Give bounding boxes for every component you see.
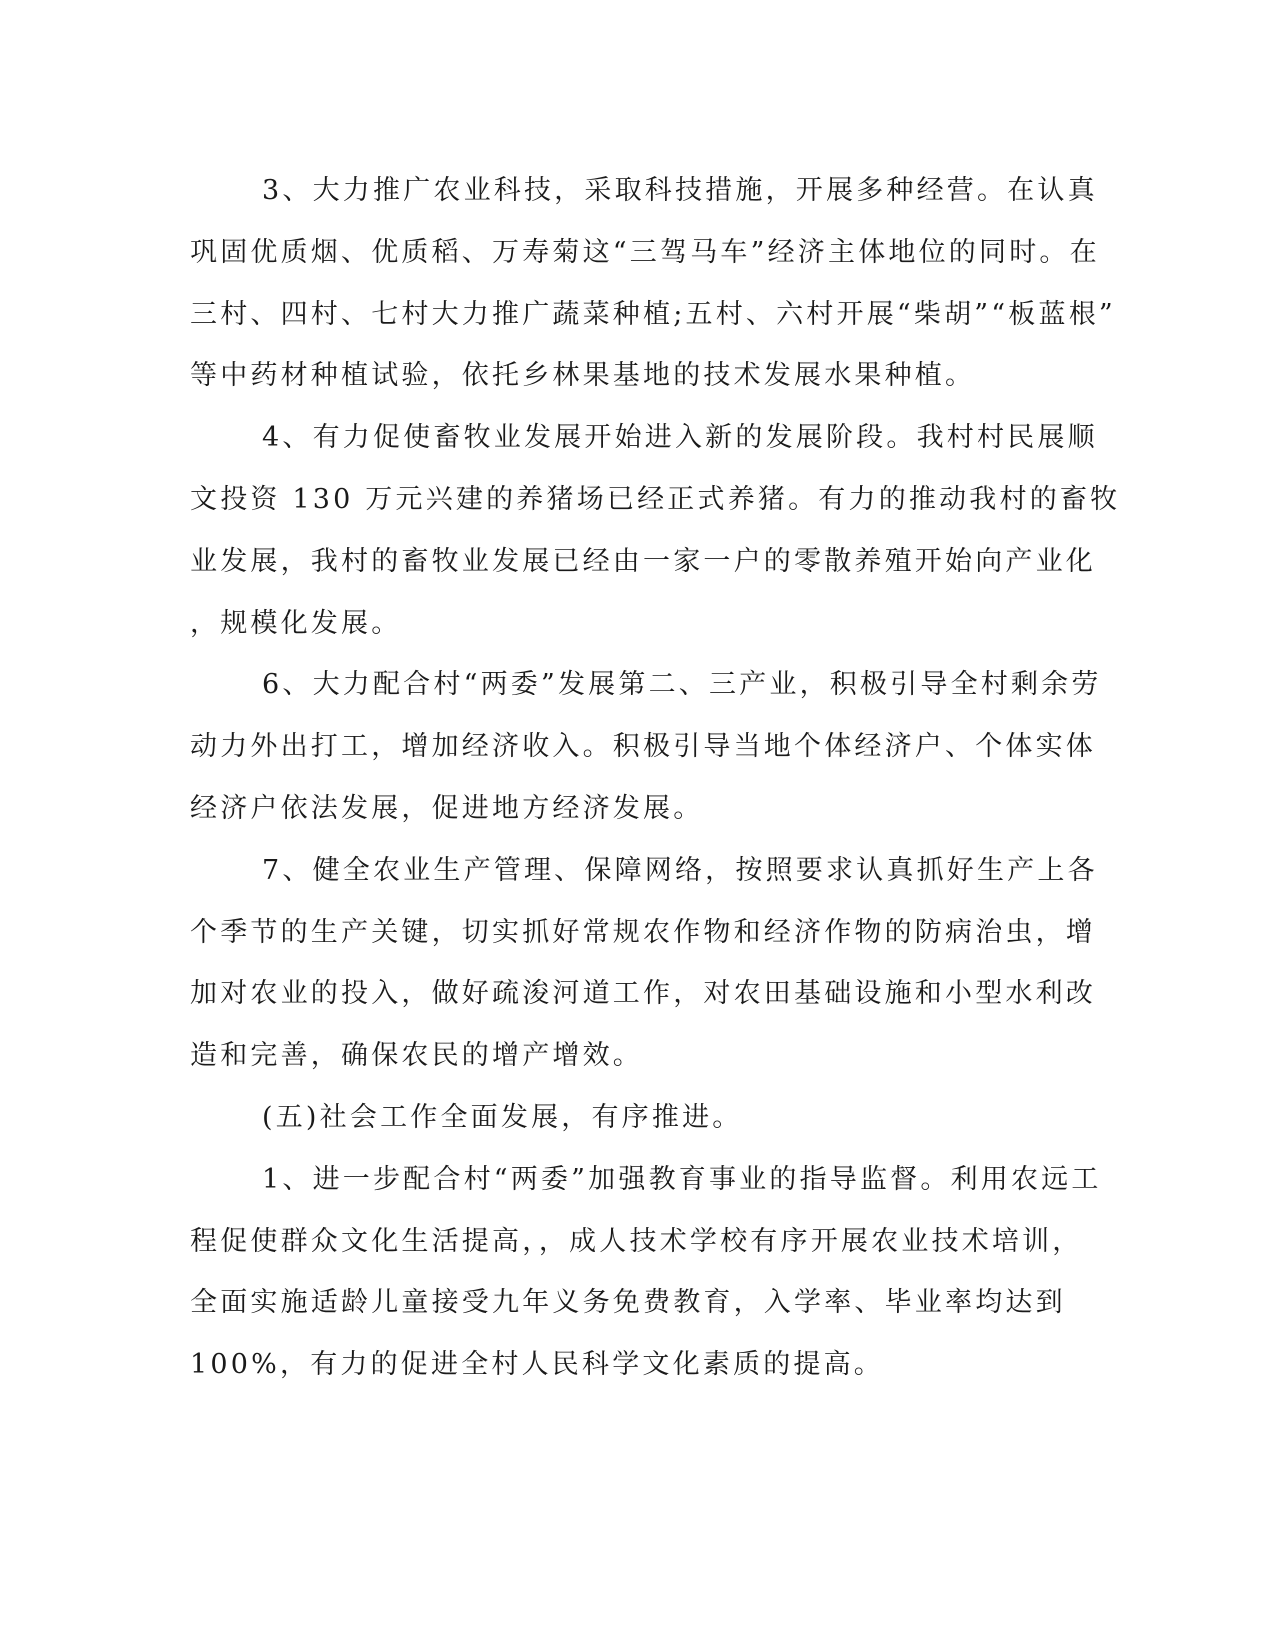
paragraph-line: 动力外出打工，增加经济收入。积极引导当地个体经济户、个体实体	[190, 731, 1096, 763]
paragraph-line: 巩固优质烟、优质稻、万寿菊这“三驾马车”经济主体地位的同时。在	[190, 236, 1100, 268]
paragraph-line: 1、进一步配合村“两委”加强教育事业的指导监督。利用农远工	[262, 1163, 1102, 1195]
paragraph-livestock	[190, 407, 1121, 654]
paragraph-line: 造和完善，确保农民的增产增效。	[190, 1040, 643, 1072]
paragraph-line: 等中药材种植试验，依托乡林果基地的技术发展水果种植。	[190, 360, 976, 392]
paragraph-line: 文投资 130 万元兴建的养猪场已经正式养猪。有力的推动我村的畜牧	[190, 483, 1121, 515]
paragraph-secondary-tertiary	[190, 654, 1102, 839]
paragraph-line: 个季节的生产关键，切实抓好常规农作物和经济作物的防病治虫，增	[190, 916, 1096, 948]
paragraph-line: 3、大力推广农业科技，采取科技措施，开展多种经营。在认真	[262, 175, 1098, 206]
paragraph-line: 业发展，我村的畜牧业发展已经由一家一户的零散养殖开始向产业化	[190, 545, 1096, 577]
paragraph-line: 100%，有力的促进全村人民科学文化素质的提高。	[190, 1349, 884, 1381]
paragraph-line: 经济户依法发展，促进地方经济发展。	[190, 792, 704, 824]
paragraph-line: 全面实施适龄儿童接受九年义务免费教育，入学率、毕业率均达到	[190, 1287, 1066, 1319]
paragraph-agri-tech	[190, 160, 1116, 407]
paragraph-line: 7、健全农业生产管理、保障网络，按照要求认真抓好生产上各	[262, 854, 1098, 886]
paragraph-line: 程促使群众文化生活提高，，成人技术学校有序开展农业技术培训，	[190, 1225, 1083, 1257]
paragraph-education	[190, 1149, 1102, 1396]
section-heading-social-work	[190, 1087, 1065, 1149]
paragraph-line: 4、有力促使畜牧业发展开始进入新的发展阶段。我村村民展顺	[262, 422, 1098, 454]
paragraph-line: 三村、四村、七村大力推广蔬菜种植;五村、六村开展“柴胡”“板蓝根”	[190, 298, 1116, 330]
paragraph-line: 加对农业的投入，做好疏浚河道工作，对农田基础设施和小型水利改	[190, 978, 1096, 1010]
section-heading: (五)社会工作全面发展，有序推进。	[262, 1101, 743, 1133]
paragraph-agri-management	[190, 840, 1098, 1087]
document-body	[190, 160, 1121, 1396]
paragraph-line: ，规模化发展。	[190, 607, 402, 639]
paragraph-line: 6、大力配合村“两委”发展第二、三产业，积极引导全村剩余劳	[262, 669, 1102, 701]
